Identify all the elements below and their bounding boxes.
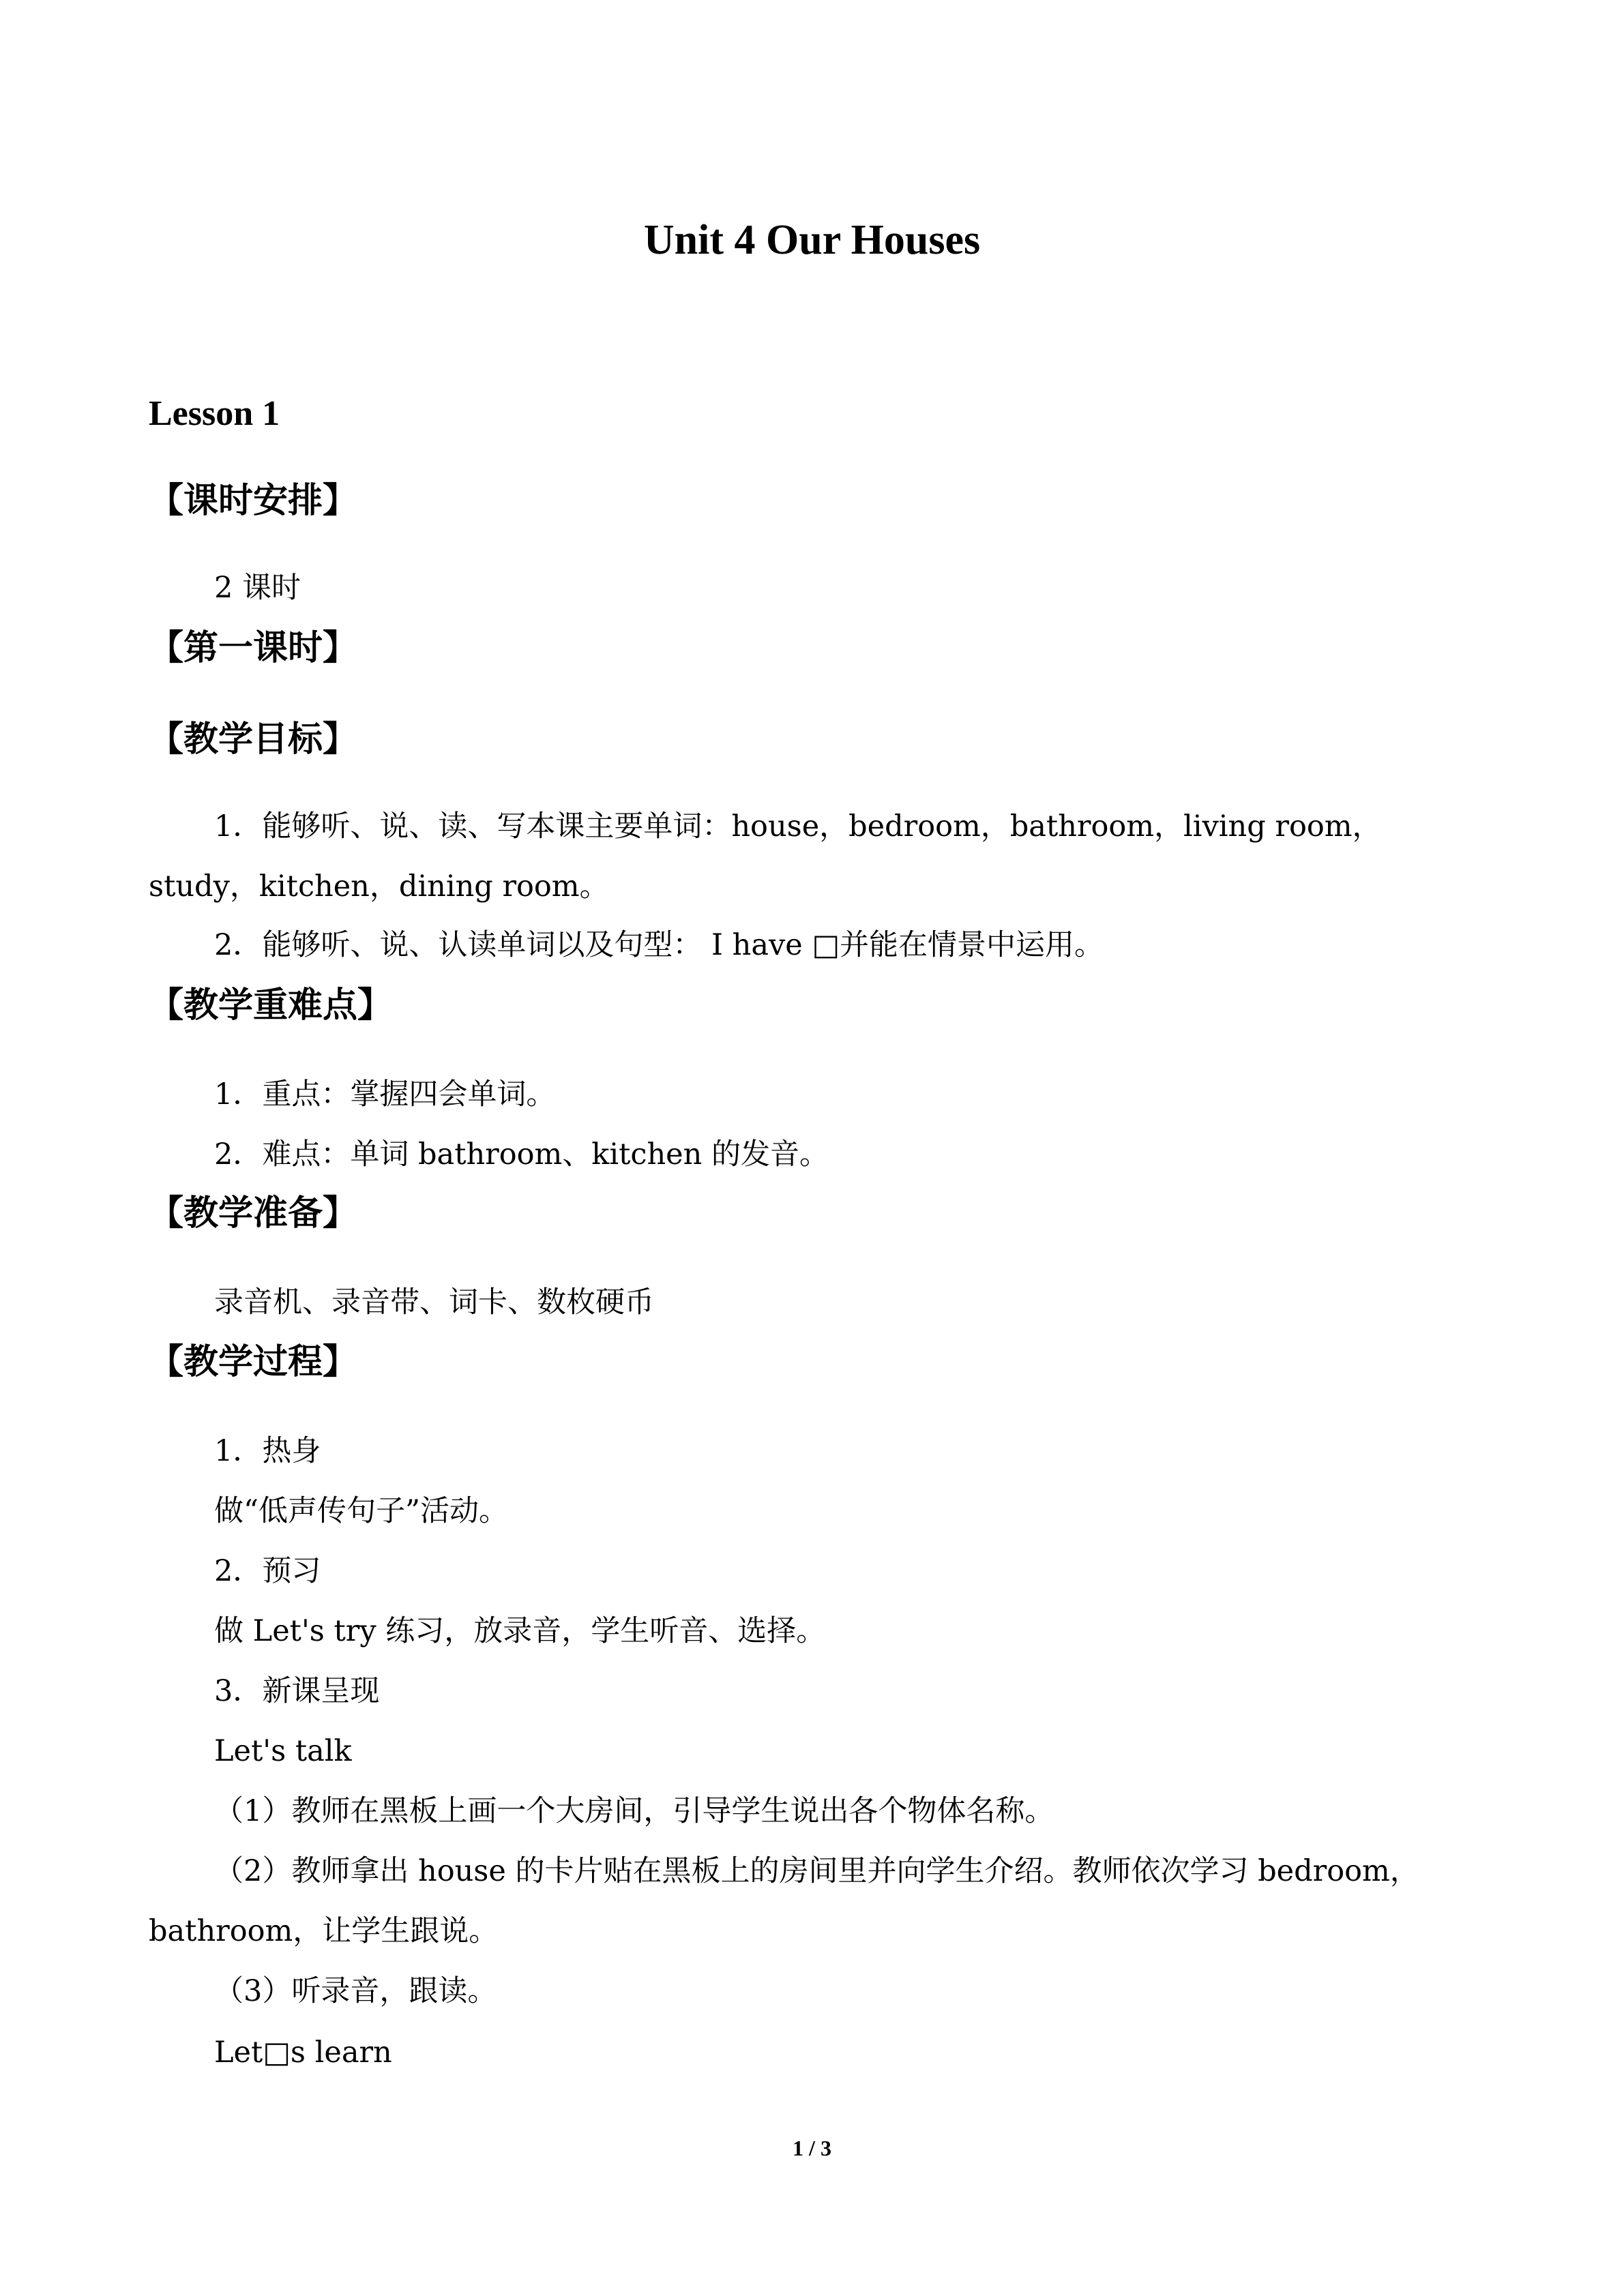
first-period-heading: 【第一课时】	[149, 628, 358, 668]
lets-learn-label: Let□s learn	[214, 2036, 392, 2070]
schedule-heading: 【课时安排】	[149, 481, 358, 521]
objectives-heading: 【教学目标】	[149, 719, 358, 760]
step-1-title: 1．热身	[214, 1434, 321, 1468]
objective-item-2: 2．能够听、说、认读单词以及句型： I have □并能在情景中运用。	[214, 928, 1104, 962]
objective-item-1: 1．能够听、说、读、写本课主要单词：house，bedroom，bathroom，living room，study，kitchen，dining room。	[149, 809, 1382, 904]
step-1-content: 做“低声传句子”活动。	[214, 1494, 508, 1528]
page-number: 1 / 3	[793, 2136, 831, 2160]
talk-item-3: （3）听录音，跟读。	[214, 1974, 497, 2008]
talk-item-1: （1）教师在黑板上画一个大房间，引导学生说出各个物体名称。	[214, 1794, 1054, 1828]
step-2-title: 2．预习	[214, 1554, 321, 1588]
talk-item-2: （2）教师拿出 house 的卡片贴在黑板上的房间里并向学生介绍。教师依次学习 bedroom，bathroom，让学生跟说。	[149, 1854, 1419, 1948]
key-point-item-1: 1．重点：掌握四会单词。	[214, 1077, 556, 1112]
preparation-content: 录音机、录音带、词卡、数枚硬币	[214, 1285, 654, 1320]
key-points-heading: 【教学重难点】	[149, 985, 393, 1026]
step-3-title: 3．新课呈现	[214, 1674, 380, 1708]
process-heading: 【教学过程】	[149, 1342, 358, 1382]
step-2-content: 做 Let's try 练习，放录音，学生听音、选择。	[214, 1614, 826, 1648]
lesson-title: Lesson 1	[149, 394, 280, 433]
preparation-heading: 【教学准备】	[149, 1193, 358, 1234]
schedule-content: 2 课时	[214, 571, 301, 605]
key-point-item-2: 2．难点：单词 bathroom、kitchen 的发音。	[214, 1137, 829, 1172]
document-title: Unit 4 Our Houses	[643, 217, 981, 263]
lets-talk-label: Let's talk	[214, 1734, 352, 1768]
